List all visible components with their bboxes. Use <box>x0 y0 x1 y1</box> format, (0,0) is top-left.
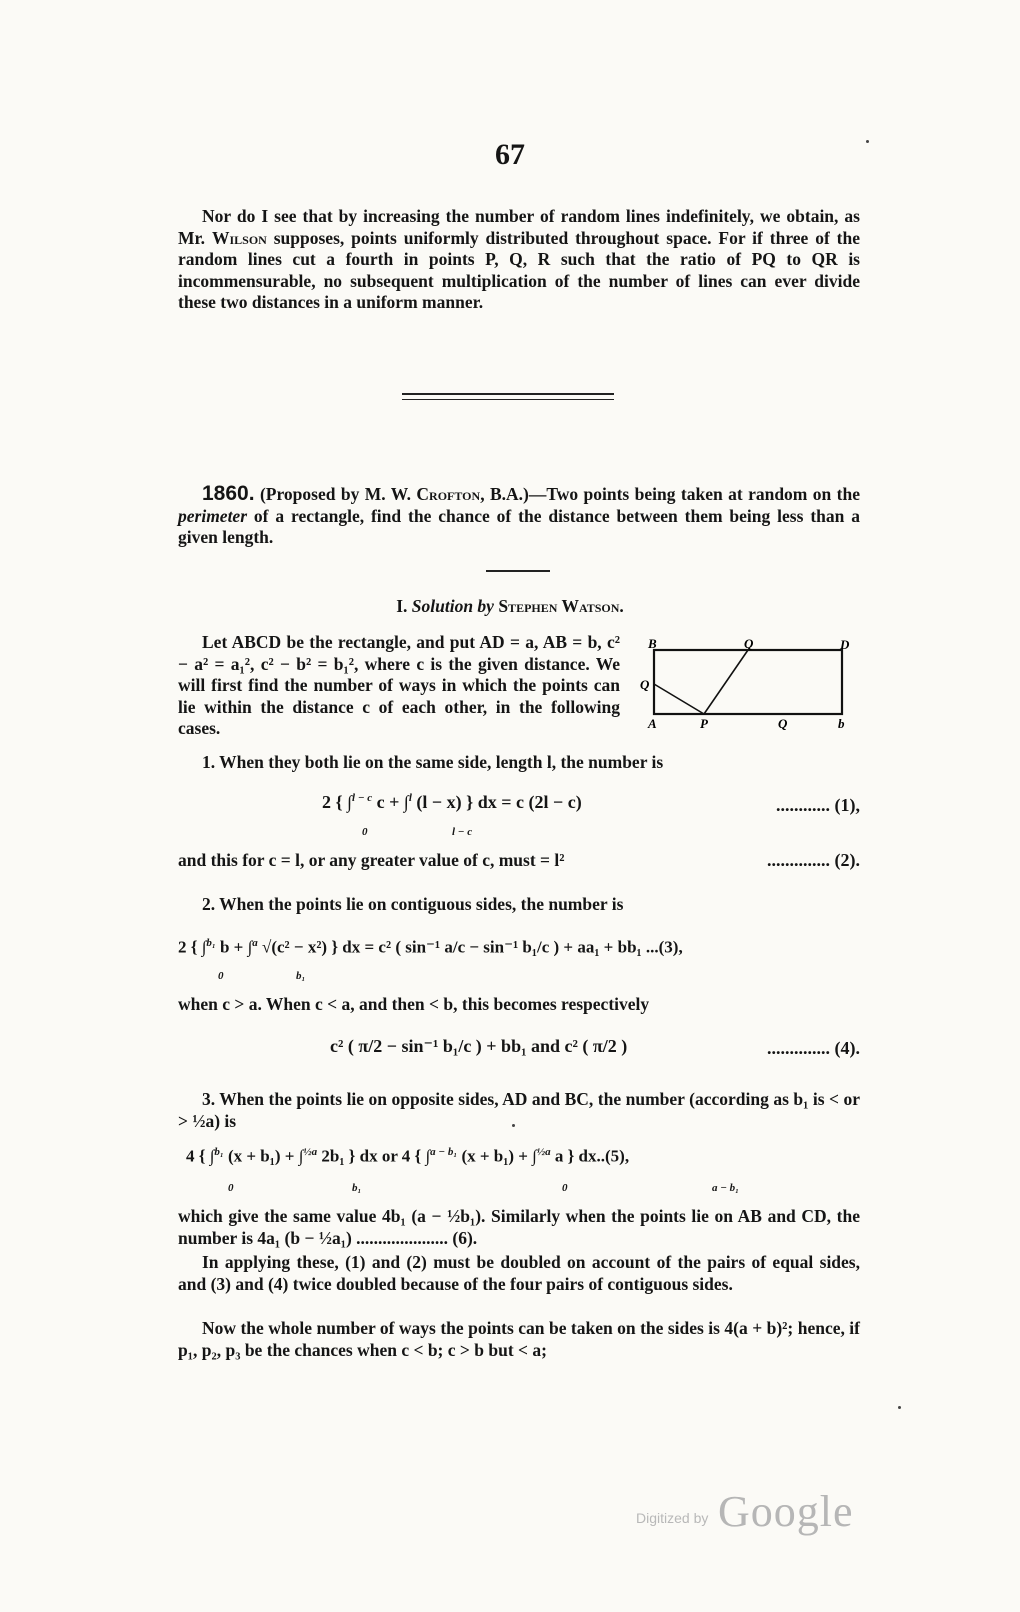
intro-name: Wilson <box>211 227 267 248</box>
digitized-by-text: Digitized by <box>636 1510 709 1526</box>
label-d-top: D <box>840 637 850 652</box>
eq3-b: b + ∫ <box>219 937 253 957</box>
solution-heading-by: Solution by <box>411 596 494 616</box>
eq4-number: .............. (4). <box>767 1038 860 1058</box>
eq5-e: a } dx..(5), <box>554 1146 630 1166</box>
equation-3 <box>178 937 683 958</box>
equation-4: c² ( π/2 − sin⁻¹ b₁/c ) + bb₁ and c² ( π/2 ) <box>330 1036 628 1056</box>
stray-mark-1 <box>866 140 869 143</box>
eq1-lower-1: 0 <box>362 826 368 838</box>
whole-number-paragraph: Now the whole number of ways the points can be taken on the sides is 4(a + b)²; hence, if p₁, p₂, p₃ be the chances when c < b; c > b but < a; <box>178 1318 860 1360</box>
eq5-lower-3: 0 <box>562 1182 568 1194</box>
section-divider-top <box>402 393 614 395</box>
eq3-c: √(c² − x²) } dx = c² ( sin⁻¹ a/c − sin⁻¹ b₁/c ) + aa₁ + bb₁ ...(3), <box>262 937 683 957</box>
page-number: 67 <box>495 138 525 171</box>
rectangle-abcd <box>654 650 842 714</box>
condition-line-4: when c > a. When c < a, and then < b, this becomes respectively <box>178 994 650 1014</box>
intro-text-2: supposes, points uniformly distributed throughout space. For if three of the random lines cut a fourth in points P, Q, R such that the ratio of PQ to QR is incommensurable, no subsequent multiplication of the number of lines can ever divide these two distances in a uniform manner. <box>178 227 861 312</box>
result-line-6 <box>178 1206 860 1249</box>
problem-text-3: of a rectangle, find the chance of the distance between them being less than a given length. <box>178 505 861 547</box>
eq3-lower-1: 0 <box>218 970 224 982</box>
eq1-left: 2 { ∫ <box>322 792 353 812</box>
equation-5 <box>186 1146 629 1167</box>
eq2-number: .............. (2). <box>767 850 860 870</box>
eq3-lower-2: b₁ <box>296 970 306 982</box>
line6-text: which give the same value 4b₁ (a − ½b₁). Similarly when the points lie on AB and CD, the number is <box>178 1206 860 1248</box>
stray-mark-3 <box>512 1124 515 1127</box>
problem-emphasis: perimeter <box>178 505 248 526</box>
eq5-upper-3: a − b₁ <box>430 1146 458 1158</box>
label-b-bottom: b <box>838 716 845 730</box>
case-1-text: 1. When they both lie on the same side, length l, the number is <box>202 752 664 772</box>
eq5-c: 2b₁ } dx or 4 { ∫ <box>321 1146 431 1166</box>
applying-paragraph: In applying these, (1) and (2) must be doubled on account of the pairs of equal sides, and (3) and (4) twice doubled because of the four pairs of contiguous sides. <box>178 1252 860 1294</box>
label-q-top: Q <box>744 636 754 651</box>
label-p: P <box>700 716 708 730</box>
eq3-a: 2 { ∫ <box>178 937 207 957</box>
label-q-bottom: Q <box>778 716 788 730</box>
line6-value: 4a₁ (b − ½a₁) <box>257 1227 352 1248</box>
eq5-lower-4: a − b₁ <box>712 1182 740 1194</box>
eq1-right: (l − x) } dx = c (2l − c) <box>416 792 582 812</box>
problem-number: 1860. <box>202 482 255 505</box>
eq3-upper-2: a <box>252 937 258 949</box>
section-divider-bottom <box>402 399 614 400</box>
eq5-upper-1: b₁ <box>214 1146 224 1158</box>
problem-statement <box>178 483 860 549</box>
intro-paragraph <box>178 206 860 314</box>
solution-intro: Let ABCD be the rectangle, and put AD = a, AB = b, c² − a² = a₁², c² − b² = b₁², where c is the given distance. We will first find the number of ways in which the points can lie within the distance c of each other, in the following cases. <box>178 632 620 738</box>
rectangle-figure <box>636 634 860 730</box>
problem-text-2: , B.A.)—Two points being taken at random on the <box>480 484 861 504</box>
eq3-upper-1: b₁ <box>206 937 216 949</box>
eq1-upper-1: l − c <box>352 792 373 804</box>
line-p-to-q <box>704 650 748 714</box>
google-logo: Google <box>718 1487 854 1536</box>
eq5-upper-2: ½a <box>303 1146 318 1158</box>
eq5-lower-1: 0 <box>228 1182 234 1194</box>
solution-heading-author: Stephen Watson. <box>498 596 624 616</box>
case-2-text: 2. When the points lie on contiguous sides, the number is <box>202 894 624 914</box>
label-b: B <box>648 636 657 651</box>
stray-mark-2 <box>898 1406 901 1409</box>
case-3-text: 3. When the points lie on opposite sides, AD and BC, the number (according as b₁ is < or > ½a) is <box>178 1089 860 1131</box>
solution-heading <box>0 596 1020 617</box>
equation-1 <box>322 792 582 813</box>
eq1-upper-2: l <box>408 792 412 804</box>
eq5-d: (x + b₁) + ∫ <box>461 1146 537 1166</box>
problem-proposer: Crofton <box>416 484 481 504</box>
eq1-mid: c + ∫ <box>376 792 409 812</box>
eq5-upper-4: ½a <box>536 1146 551 1158</box>
line6-number: ..................... (6). <box>356 1227 478 1248</box>
line-q-to-p <box>654 684 704 714</box>
eq1-number: ............ (1), <box>776 795 860 815</box>
problem-text-1: (Proposed by M. W. <box>259 484 412 504</box>
intro-text-1: Nor do I see that by increasing the number of random lines indefinitely, we obtain, as Mr. <box>178 206 860 248</box>
condition-line-2: and this for c = l, or any greater value of c, must = l² <box>178 850 565 870</box>
solution-heading-num: I. <box>396 596 408 616</box>
eq5-lower-2: b₁ <box>352 1182 362 1194</box>
eq5-a: 4 { ∫ <box>186 1146 215 1166</box>
eq5-b: (x + b₁) + ∫ <box>227 1146 304 1166</box>
label-q-left: Q <box>640 677 650 692</box>
short-divider <box>486 570 550 572</box>
eq1-lower-2: l − c <box>452 826 473 838</box>
label-a: A <box>648 716 657 730</box>
